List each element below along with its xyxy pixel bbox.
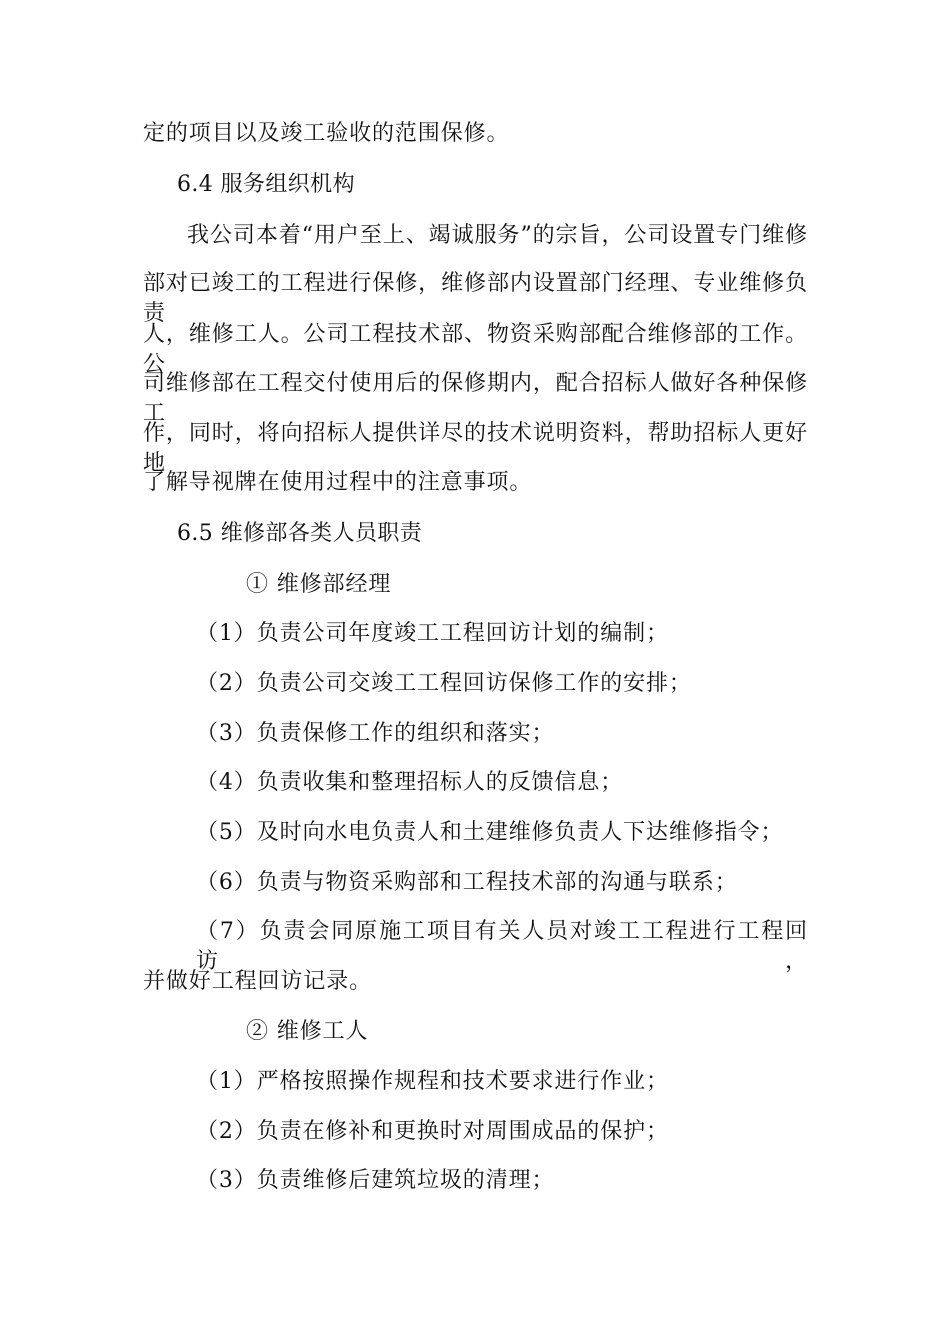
paragraph-line: 司维修部在工程交付使用后的保修期内，配合招标人做好各种保修工 — [143, 371, 808, 426]
paragraph-line: 作，同时，将向招标人提供详尽的技术说明资料，帮助招标人更好地 — [143, 421, 808, 476]
subsection-heading: ① 维修部经理 — [246, 572, 392, 597]
list-item: （2）负责在修补和更换时对周围成品的保护； — [196, 1119, 669, 1144]
paragraph-line: 我公司本着“用户至上、竭诚服务”的宗旨，公司设置专门维修 — [187, 223, 808, 248]
list-item: （2）负责公司交竣工工程回访保修工作的安排； — [196, 671, 692, 696]
list-item: （7）负责会同原施工项目有关人员对竣工工程进行工程回访， — [196, 919, 808, 974]
paragraph-line: 人，维修工人。公司工程技术部、物资采购部配合维修部的工作。公 — [143, 322, 808, 377]
paragraph-line: 定的项目以及竣工验收的范围保修。 — [143, 121, 510, 146]
list-item-continuation: 并做好工程回访记录。 — [143, 969, 373, 994]
list-item: （6）负责与物资采购部和工程技术部的沟通与联系； — [196, 870, 738, 895]
subsection-heading: ② 维修工人 — [246, 1019, 369, 1044]
list-item: （1）严格按照操作规程和技术要求进行作业； — [196, 1069, 669, 1094]
list-item: （5）及时向水电负责人和土建维修负责人下达维修指令； — [196, 820, 784, 845]
section-heading-6-5: 6.5 维修部各类人员职责 — [177, 521, 423, 546]
list-item: （1）负责公司年度竣工工程回访计划的编制； — [196, 621, 669, 646]
paragraph-line: 了解导视牌在使用过程中的注意事项。 — [143, 470, 533, 495]
section-heading-6-4: 6.4 服务组织机构 — [177, 172, 355, 197]
list-item: （3）负责保修工作的组织和落实； — [196, 721, 555, 746]
list-item: （4）负责收集和整理招标人的反馈信息； — [196, 770, 624, 795]
list-item: （3）负责维修后建筑垃圾的清理； — [196, 1168, 555, 1193]
paragraph-line: 部对已竣工的工程进行保修，维修部内设置部门经理、专业维修负责 — [143, 271, 808, 326]
